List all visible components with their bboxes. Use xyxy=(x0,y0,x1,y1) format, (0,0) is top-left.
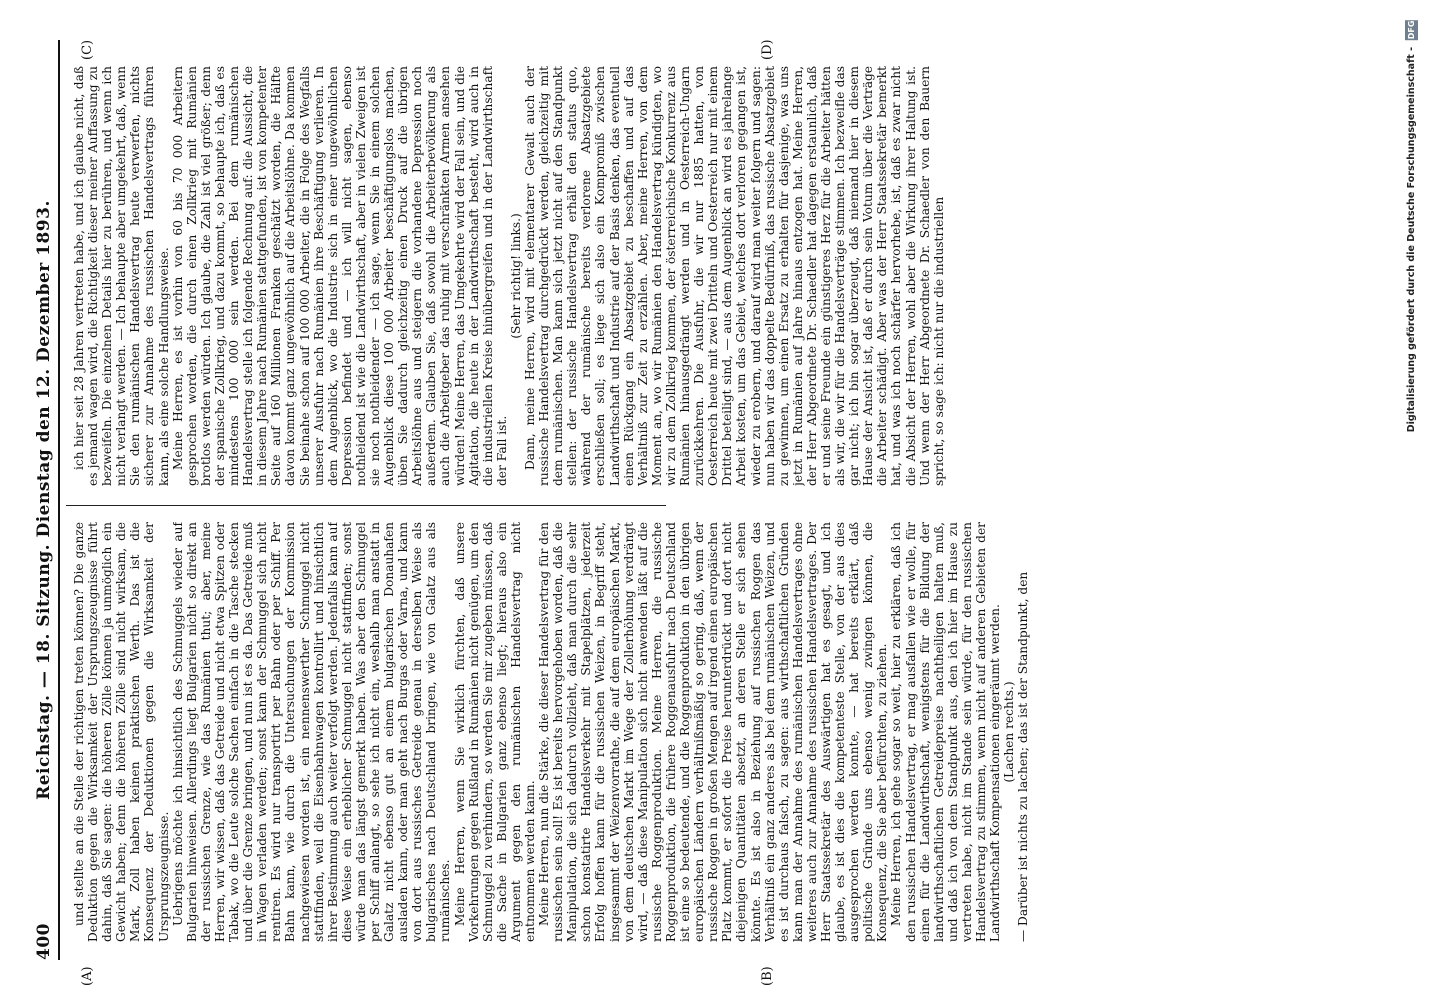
paragraph: Uebrigens möchte ich hinsichtlich des Schmuggels wieder auf Bulgarien hinweisen. Allerdings liegt Bulgarien nicht so direkt an der russischen Grenze, wie das Rumänien thut; aber, meine Herren, wir wissen, daß das Getreide und nicht etwa Spitzen oder Tabak, wo die Leute solche Sachen einfach in die Tasche stecken und über die Grenze bringen, und nun ist es da. Das Getreide muß in Wagen verladen werden; sonst kann der Schmuggel sich nicht rentiren. Es wird nur transportirt per Bahn oder per Schiff. Per Bahn kann, wie durch die Untersuchungen der Kommission nachgewiesen worden ist, ein nennenswerther Schmuggel nicht stattfinden, weil die Eisenbahnwagen kontrollirt und hinsichtlich ihrer Bestimmung auch weiter verfolgt werden. Jedenfalls kann auf diese Weise ein erheblicher Schmuggel nicht stattfinden; sonst würde man das längst gemerkt haben. Was aber den Schmuggel per Schiff anlangt, so sehe ich nicht ein, weshalb man anstatt in Galatz nicht ebenso gut an einem bulgarischen Donauhafen ausladen kann, oder man geht nach Burgas oder Varna, und kann von dort aus russisches Getreide genau in derselben Weise als bulgarisches nach Deutschland bringen, wie von Galatz aus als rumänisches. xyxy=(170,522,453,942)
page-title: Reichstag. — 18. Sitzung. Dienstag den 12. Dezember 1893. xyxy=(34,200,54,800)
paragraph: Dann, meine Herren, wird mit elementarer Gewalt auch der russische Handelsvertrag durchgedrückt werden, gleichzeitig mit dem rumänischen. Man kann sich jetzt nicht auf den Standpunkt stellen: der russische Handelsvertrag erhält den status quo, während der rumänische bereits verlorene Absatzgebiete erschließen soll; es liege sich also ein Kompromiß zwischen Landwirthschaft und Industrie auf der Basis denken, das eventuell einen Rückgang ein Absatzgebiet zu beschaffen und auf das Verhältniß zur Zeit zu erzählen. Aber, meine Herren, von dem Moment an, wo wir Rumänien den Handelsvertrag kündigten, wo wir zu dem Zollkrieg kommen, der österreichische Konkurrenz aus Rumänien hinausgedrängt werden und in Oesterreich-Ungarn zurückkehren. Die Ausfuhr, die wir nur 1885 hatten, von Oesterreich heute mit zwei Dritteln und Oesterreich nur mit einem Drittel beteiligt sind, — aus dem Augenblick an wird es jahrelange Arbeit kosten, um das Gebiet, welches dort verloren gegangen ist, wieder zu erobern, und darauf wird man weiter folgern und sagen: nun haben wir das doppelte Bedürfniß, das russische Absatzgebiet zu gewinnen, um einen Ersatz zu erhalten für dasjenige, was uns jetzt in Rumänien auf Jahre hinaus entzogen hat. Meine Herren, der Herr Abgeordnete Dr. Schaedler hat dagegen erstaunlich, daß er und seine Freunde ein günstigeres Herz für die Arbeiter hätten als wir, die wir für die Handelsverträge stimmen. Ich bezweifle das gar nicht; ich bin sogar überzeugt, daß niemand hier in diesem Hause der Ansicht ist, daß er durch sein Votum über die Verträge die Arbeiter schädigt. Aber was der Herr Staatssekretär bemerkt hat, und was ich noch schärfer hervorhebe, ist, daß es zwar nicht die Absicht der Herren, wohl aber die Wirkung ihrer Haltung ist. Und wenn der Herr Abgeordnete Dr. Schaedler von den Bauern spricht, so sage ich: nicht nur die industriellen xyxy=(523,66,946,486)
margin-mark-a: (A) xyxy=(80,966,95,986)
running-header xyxy=(24,40,60,960)
paragraph: Meine Herren, es ist vorhin von 60 bis 70 000 Arbeitern gesprochen worden, die durch einen Zollkrieg mit Rumänien brotlos werden würden. Ich glaube, die Zahl ist viel größer; denn der spanische Zollkrieg, und dazu kommt, so behaupte ich, daß es mindestens 100 000 sein werden. Bei dem rumänischen Handelsvertrag stelle ich folgende Rechnung auf: die Aussicht, die in diesem Jahre nach Rumänien stattgefunden, ist von kompetenter Seite auf 160 Millionen Franken geschätzt worden, die Hälfte davon kommt ganz ungewöhnlich auf die Arbeitslöhne. Da kommen Sie beinahe schon auf 100 000 Arbeiter, die in Folge des Wegfalls unserer Ausfuhr nach Rumänien ihre Beschäftigung verlieren. In dem Augenblick, wo die Industrie sich in einer ungewöhnlichen Depression befindet und — ich will nicht sagen, ebenso nothleidend ist wie die Landwirthschaft, aber in vielen Zweigen ist sie noch nothleidender — ich sage, wenn Sie in einem solchen Augenblick diese 100 000 Arbeiter beschäftigungslos machen, üben Sie dadurch gleichzeitig einen Druck auf die übrigen Arbeitslöhne aus und steigern die vorhandene Depression noch außerdem. Glauben Sie, daß sowohl die Arbeiterbevölkerung als auch die Arbeitgeber das ruhig mit verschränkten Armen ansehen würden! Meine Herren, das Umgekehrte wird der Fall sein, und die Agitation, die heute in der Landwirthschaft besteht, wird auch in die industriellen Kreise hinübergreifen und in der Landwirthschaft der Fall ist. xyxy=(170,66,509,486)
interjection: (Sehr richtig! links.) xyxy=(508,213,523,339)
margin-mark-b: (B) xyxy=(760,966,775,986)
page-number: 400 xyxy=(34,923,54,960)
paragraph: ich hier seit 28 Jahren vertreten habe, und ich glaube nicht, daß es jemand wagen wird, die Richtigkeit dieser meiner Auffassung zu bezweifeln. Die einzelnen Details hier zu berühren, und wenn ich nicht verlangt werden. — Ich behaupte aber umgekehrt, daß, wenn Sie den rumänischen Handelsvertrag heute verwerfen, nichts sicherer zur Annahme des russischen Handelsvertrags führen kann, als eine solche Handlungsweise. xyxy=(72,66,171,486)
left-column xyxy=(72,522,1312,942)
right-column xyxy=(72,66,1312,486)
paragraph: Meine Herren, wenn Sie wirklich fürchten, daß unsere Vorkehrungen gegen Rußland in Rumänien nicht genügen, um den Schmuggel zu verhindern, so werden Sie mir zugeben müssen, daß die Sache in Bulgarien ganz ebenso liegt; hieraus also ein Argument gegen den rumänischen Handelsvertrag nicht entnommen werden kann. xyxy=(452,522,537,942)
margin-mark-d: (D) xyxy=(760,39,775,60)
digitization-credit xyxy=(1405,20,1418,432)
interjection: (Lachen rechts.) xyxy=(1002,681,1017,783)
paragraph: Meine Herren, nun die Stärke, die dieser Handelsvertrag für den russischen sein soll! Es ist bereits hervorgehoben worden, daß die Manipulation, die sich dadurch vollzieht, daß man durch die sehr schon konstatirte Handelsverkehr mit Stapelplätzen, jederzeit Erfolg hoffen kann für die russischen Weizen, in Begriff steht, insgesammt der Weizenvorrathe, die auf dem europäischen Markt, von dem deutschen Markt im Wege der Zollerhöhung verdrängt wird, — daß diese Manipulation sich nicht anwenden läßt auf die russische Roggenproduktion. Meine Herren, die russische Roggenproduktion, die frühere Roggenausfuhr nach Deutschland ist eine so bedeutende, und die Roggenproduktion in den übrigen europäischen Ländern verhältnißmäßig so gering, daß, wenn der russische Roggen in großen Mengen auf irgend einen europäischen Platz kommt, er sofort die Preise herunterdrückt und dort nicht diejenigen Quantitäten absetzt, an deren Stelle er sich sehen könnte. Es ist also in Beziehung auf russischen Roggen das Verhältniß ein ganz anderes als bei dem rumänischen Weizen, und es ist durchaus falsch, zu sagen: aus wirthschaftlichen Gründen kann man der Annahme des rumänischen Handelsvertrages ohne weiteres auch zur Annahme des russischen Handelsvertrages. Der Herr Staatssekretär des Auswärtigen hat es gesagt, und ich glaube, es ist dies die kompetenteste Stelle, von der aus dies ausgesprochen werden konnte, — hat bereits erklärt, daß politische Gründe uns ebenso wenig zwingen können, die Konsequenz, die Sie aber befürchten, zu ziehen. xyxy=(537,522,890,942)
credit-text: Digitalisierung gefördert durch die Deutsche Forschungsgemeinschaft - xyxy=(1406,46,1417,433)
column-divider xyxy=(66,505,666,506)
paragraph: Meine Herren, ich gehe sogar so weit, hier zu erklären, daß ich den russischen Handelsvertrag, er mag ausfallen wie er wolle, für einen für die Landwirthschaft, wenigstens für die Bildung der landwirthschaftlichen Getreidepreise nachtheiligen halten muß, und daß ich von dem Standpunkt aus, den ich hier im Hause zu vertreten habe, nicht im Stande sein würde, für den russischen Handelsvertrag zu stimmen, wenn nicht auf anderen Gebieten der Landwirthschaft Kompensationen eingeräumt werden. xyxy=(889,522,1003,942)
paragraph: und stellte an die Stelle der richtigen treten können? Die ganze Deduktion gegen die Wirksamkeit der Ursprungszeugnisse führt dahin, daß Sie sagen: die höheren Zölle können ja unmöglich ein Gewicht haben; denn die höheren Zölle sind nicht wirksam, die Mark, Zoll haben keinen praktischen Werth. Das ist die Konsequenz der Deduktionen gegen die Wirksamkeit der Ursprungszeugnisse. xyxy=(72,522,171,942)
paragraph: — Darüber ist nichts zu lachen; das ist der Standpunkt, den xyxy=(1016,571,1031,942)
margin-mark-c: (C) xyxy=(80,39,95,60)
dfg-logo: DFG xyxy=(1407,21,1416,40)
